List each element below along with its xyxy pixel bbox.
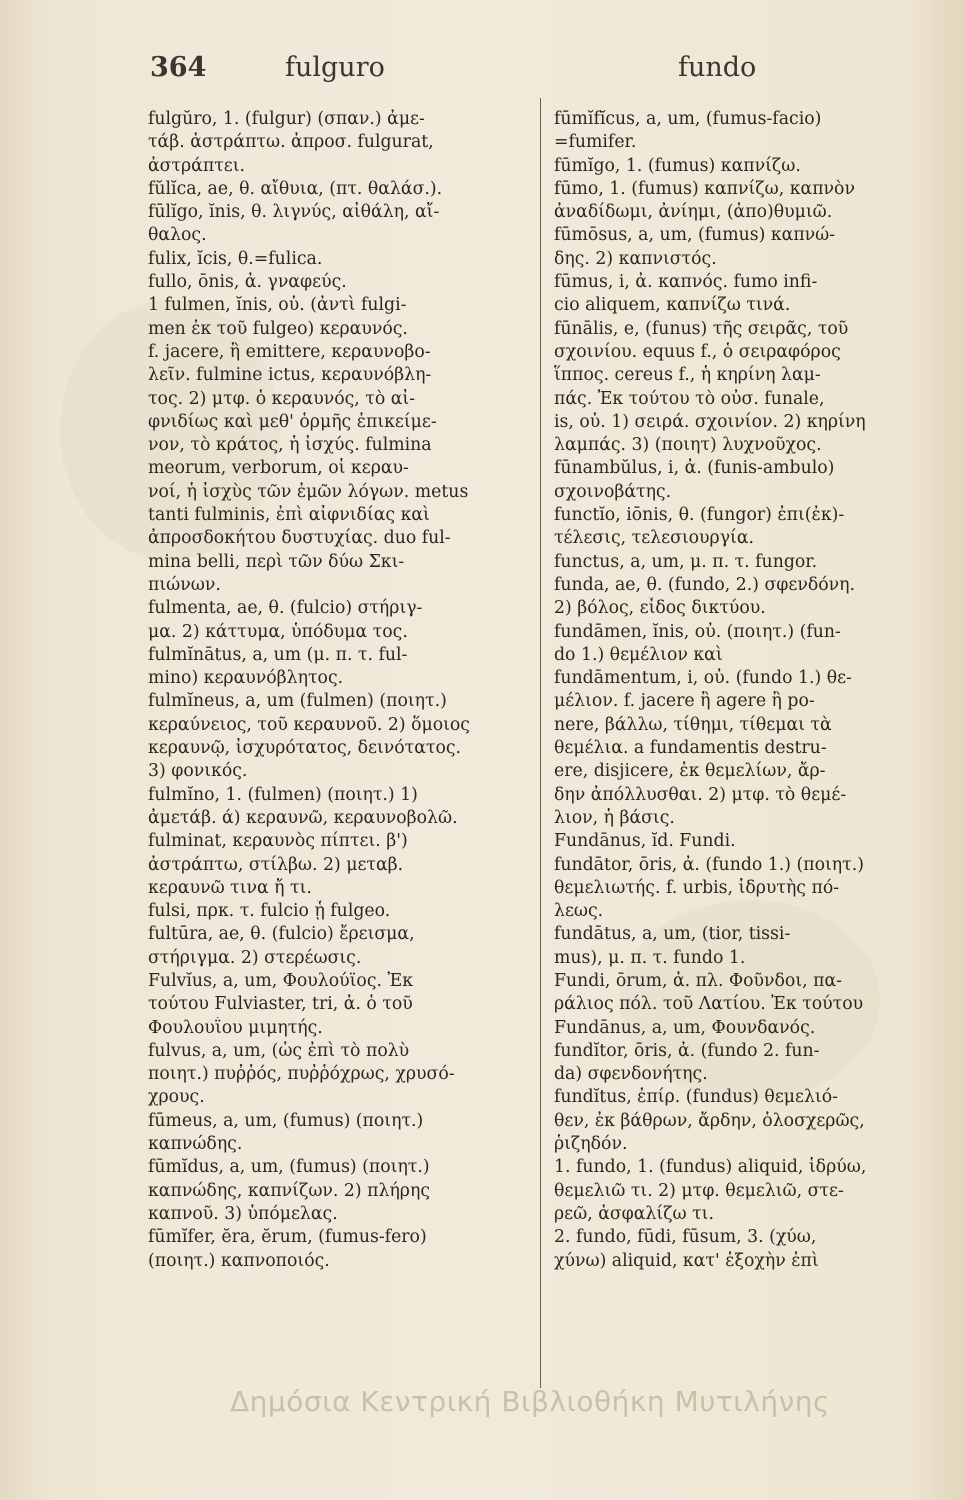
entry-line: ἀπροσδοκήτου δυστυχίας. duo ful- bbox=[148, 528, 451, 549]
library-watermark: Δημόσια Κεντρική Βιβλιοθήκη Μυτιλήνης bbox=[230, 1385, 830, 1418]
entry-line: fūmeus, a, um, (fumus) (ποιητ.) bbox=[148, 1110, 424, 1131]
entry-line: 1. fundo, 1. (fundus) aliquid, ἱδρύω, bbox=[554, 1157, 867, 1178]
entry-line: ποιητ.) πυῤῥός, πυῤῥόχρως, χρυσό- bbox=[148, 1064, 455, 1085]
entry-line: 3) φονικός. bbox=[148, 761, 248, 782]
left-column bbox=[148, 108, 533, 1273]
entry-line: fūlĭgo, ĭnis, θ. λιγνύς, αἰθάλη, αἴ- bbox=[148, 202, 440, 223]
right-column bbox=[554, 108, 946, 1273]
entry-line: ere, disjicere, ἐκ θεμελίων, ἄρ- bbox=[554, 761, 826, 782]
entry-line: fūmo, 1. (fumus) καπνίζω, καπνὸν bbox=[554, 178, 855, 199]
entry-line: δην ἀπόλλυσθαι. 2) μτφ. τὸ θεμέ- bbox=[554, 784, 847, 805]
entry-line: λιον, ἡ βάσις. bbox=[554, 807, 675, 828]
entry-line: 2) βόλος, εἶδος δικτύου. bbox=[554, 598, 766, 619]
entry-line: mino) κεραυνόβλητος. bbox=[148, 668, 344, 689]
entry-line: φνιδίως καὶ μεθ' ὁρμῆς ἐπικείμε- bbox=[148, 411, 437, 432]
guide-word-left: fulguro bbox=[285, 52, 385, 83]
entry-line: fulmĭneus, a, um (fulmen) (ποιητ.) bbox=[148, 691, 447, 712]
entry-line: fundāmentum, i, οὐ. (fundo 1.) θε- bbox=[554, 668, 852, 689]
entry-line: κεραύνειος, τοῦ κεραυνοῦ. 2) ὅμοιος bbox=[148, 714, 470, 735]
entry-line: fūmĭdus, a, um, (fumus) (ποιητ.) bbox=[148, 1157, 430, 1178]
entry-line: fūnālis, e, (funus) τῆς σειρᾶς, τοῦ bbox=[554, 318, 849, 339]
entry-line: σχοινίου. equus f., ὁ σειραφόρος bbox=[554, 341, 841, 362]
entry-line: λεῖν. fulmine ictus, κεραυνόβλη- bbox=[148, 365, 432, 386]
entry-line: cio aliquem, καπνίζω τινά. bbox=[554, 295, 791, 316]
entry-line: ράλιος πόλ. τοῦ Λατίου. Ἐκ τούτου bbox=[554, 994, 864, 1015]
entry-line: τούτου Fulviaster, tri, ἀ. ὁ τοῦ bbox=[148, 994, 413, 1015]
entry-line: ἀστράπτει. bbox=[148, 155, 245, 176]
entry-line: θεν, ἐκ βάθρων, ἄρδην, ὁλοσχερῶς, bbox=[554, 1110, 865, 1131]
guide-word-right: fundo bbox=[678, 52, 757, 83]
entry-line: fūmĭfĭcus, a, um, (fumus-facio) bbox=[554, 109, 822, 129]
entry-line: is, οὐ. 1) σειρά. σχοινίον. 2) κηρίνη bbox=[554, 411, 866, 432]
entry-line: mina belli, περὶ τῶν δύω Σκι- bbox=[148, 551, 405, 572]
entry-line: funda, ae, θ. (fundo, 2.) σφενδόνη. bbox=[554, 574, 856, 595]
entry-line: fūmōsus, a, um, (fumus) καπνώ- bbox=[554, 225, 836, 246]
entry-line: ῥιζηδόν. bbox=[554, 1134, 628, 1155]
entry-line: fulvus, a, um, (ὡς ἐπὶ τὸ πολὺ bbox=[148, 1040, 410, 1061]
entry-line: fūmus, i, ἀ. καπνός. fumo infi- bbox=[554, 272, 818, 293]
entry-line: fultūra, ae, θ. (fulcio) ἔρεισμα, bbox=[148, 924, 415, 945]
entry-line: θεμελιῶ τι. 2) μτφ. θεμελιῶ, στε- bbox=[554, 1180, 844, 1201]
entry-line: νοί, ἡ ἰσχὺς τῶν ἐμῶν λόγων. metus bbox=[148, 481, 469, 502]
entry-line: θεμέλια. a fundamentis destru- bbox=[554, 738, 827, 759]
entry-line: ἀναδίδωμι, ἀνίημι, (ἀπο)θυμιῶ. bbox=[554, 202, 833, 223]
entry-line: σχοινοβάτης. bbox=[554, 481, 672, 502]
entry-line: f. jacere, ἢ emittere, κεραυνοβο- bbox=[148, 341, 431, 362]
entry-line: ἀμετάβ. ά) κεραυνῶ, κεραυνοβολῶ. bbox=[148, 807, 458, 828]
entry-line: Fundānus, a, um, Φουνδανός. bbox=[554, 1017, 816, 1038]
entry-line: δης. 2) καπνιστός. bbox=[554, 248, 717, 269]
entry-line: χύνω) aliquid, κατ' ἐξοχὴν ἐπὶ bbox=[554, 1250, 819, 1271]
entry-line: fulgŭro, 1. (fulgur) (σπαν.) ἀμε- bbox=[148, 109, 425, 129]
entry-line: καπνοῦ. 3) ὑπόμελας. bbox=[148, 1203, 338, 1224]
entry-line: θεμελιωτής. f. urbis, ἱδρυτὴς πό- bbox=[554, 877, 840, 898]
entry-line: ἀστράπτω, στίλβω. 2) μεταβ. bbox=[148, 854, 404, 875]
entry-line: λεως. bbox=[554, 901, 604, 922]
entry-line: fūmĭfer, ĕra, ĕrum, (fumus-fero) bbox=[148, 1227, 427, 1248]
entry-line: fulmĭnātus, a, um (μ. π. τ. ful- bbox=[148, 644, 408, 665]
entry-line: Fundi, ōrum, ἀ. πλ. Φοῦνδοι, πα- bbox=[554, 970, 842, 991]
entry-line: τάβ. ἀστράπτω. ἀπροσ. fulgurat, bbox=[148, 132, 434, 153]
entry-line: da) σφενδονήτης. bbox=[554, 1064, 708, 1085]
entry-line: 1 fulmen, ĭnis, οὐ. (ἀντὶ fulgi- bbox=[148, 295, 407, 316]
entry-line: do 1.) θεμέλιον καὶ bbox=[554, 644, 723, 665]
entry-line: κεραυνῶ τινα ἤ τι. bbox=[148, 877, 312, 898]
entry-line: fūnambŭlus, i, ἀ. (funis-ambulo) bbox=[554, 458, 835, 479]
entry-line: στήριγμα. 2) στερέωσις. bbox=[148, 947, 362, 968]
entry-line: λαμπάς. 3) (ποιητ) λυχνοῦχος. bbox=[554, 435, 822, 456]
entry-line: ρεῶ, ἀσφαλίζω τι. bbox=[554, 1203, 714, 1224]
entry-line: Φουλουΐου μιμητής. bbox=[148, 1017, 323, 1038]
entry-line: Fulvĭus, a, um, Φουλούϊος. Ἐκ bbox=[148, 970, 414, 991]
entry-line: 2. fundo, fūdi, fūsum, 3. (χύω, bbox=[554, 1227, 817, 1248]
entry-line: Fundānus, ĭd. Fundi. bbox=[554, 831, 736, 852]
entry-line: χρους. bbox=[148, 1087, 205, 1108]
column-divider bbox=[540, 98, 541, 1388]
entry-line: functus, a, um, μ. π. τ. fungor. bbox=[554, 551, 818, 572]
entry-line: tanti fulminis, ἐπὶ αἰφνιδίας καὶ bbox=[148, 505, 430, 526]
entry-line: =fumifer. bbox=[554, 132, 637, 153]
entry-line: τέλεσις, τελεσιουργία. bbox=[554, 528, 754, 549]
entry-line: nere, βάλλω, τίθημι, τίθεμαι τὰ bbox=[554, 714, 832, 735]
entry-line: νον, τὸ κράτος, ἡ ἰσχύς. fulmina bbox=[148, 435, 432, 456]
entry-line: μέλιον. f. jacere ἢ agere ἢ po- bbox=[554, 691, 815, 712]
entry-line: πάς. Ἐκ τούτου τὸ οὐσ. funale, bbox=[554, 388, 825, 409]
entry-line: fulminat, κεραυνὸς πίπτει. β') bbox=[148, 831, 408, 852]
entry-line: fundāmen, ĭnis, οὐ. (ποιητ.) (fun- bbox=[554, 621, 841, 642]
entry-line: mus), μ. π. τ. fundo 1. bbox=[554, 947, 746, 968]
entry-line: πιώνων. bbox=[148, 574, 221, 595]
entry-line: μα. 2) κάττυμα, ὑπόδυμα τος. bbox=[148, 621, 408, 642]
entry-line: κεραυνῷ, ἰσχυρότατος, δεινότατος. bbox=[148, 738, 462, 759]
entry-line: men ἐκ τοῦ fulgeo) κεραυνός. bbox=[148, 318, 408, 339]
entry-line: fundātus, a, um, (tior, tissi- bbox=[554, 924, 791, 945]
entry-line: fulmenta, ae, θ. (fulcio) στήριγ- bbox=[148, 598, 423, 619]
entry-line: fulmĭno, 1. (fulmen) (ποιητ.) 1) bbox=[148, 784, 418, 805]
entry-line: fundātor, ōris, ἀ. (fundo 1.) (ποιητ.) bbox=[554, 854, 864, 875]
page-number: 364 bbox=[150, 52, 207, 83]
entry-line: καπνώδης, καπνίζων. 2) πλήρης bbox=[148, 1180, 430, 1201]
entry-line: meorum, verborum, οἱ κεραυ- bbox=[148, 458, 409, 479]
entry-line: functĭo, iōnis, θ. (fungor) ἐπι(ἐκ)- bbox=[554, 505, 845, 526]
entry-line: ἵππος. cereus f., ἡ κηρίνη λαμ- bbox=[554, 365, 821, 386]
entry-line: τος. 2) μτφ. ὁ κεραυνός, τὸ αἰ- bbox=[148, 388, 416, 409]
entry-line: καπνώδης. bbox=[148, 1134, 243, 1155]
entry-line: fulix, ĭcis, θ.=fulica. bbox=[148, 248, 323, 269]
page-header bbox=[150, 52, 814, 96]
entry-line: (ποιητ.) καπνοποιός. bbox=[148, 1250, 330, 1271]
entry-line: θαλος. bbox=[148, 225, 207, 246]
entry-line: fundĭtus, ἐπίρ. (fundus) θεμελιό- bbox=[554, 1087, 838, 1108]
entry-line: fullo, ōnis, ἀ. γναφεύς. bbox=[148, 272, 347, 293]
entry-line: fūmĭgo, 1. (fumus) καπνίζω. bbox=[554, 155, 801, 176]
entry-line: fulsi, πρκ. τ. fulcio ᾗ fulgeo. bbox=[148, 901, 391, 922]
entry-line: fŭlĭca, ae, θ. αἴθυια, (πτ. θαλάσ.). bbox=[148, 178, 443, 199]
entry-line: fundĭtor, ōris, ἀ. (fundo 2. fun- bbox=[554, 1040, 820, 1061]
